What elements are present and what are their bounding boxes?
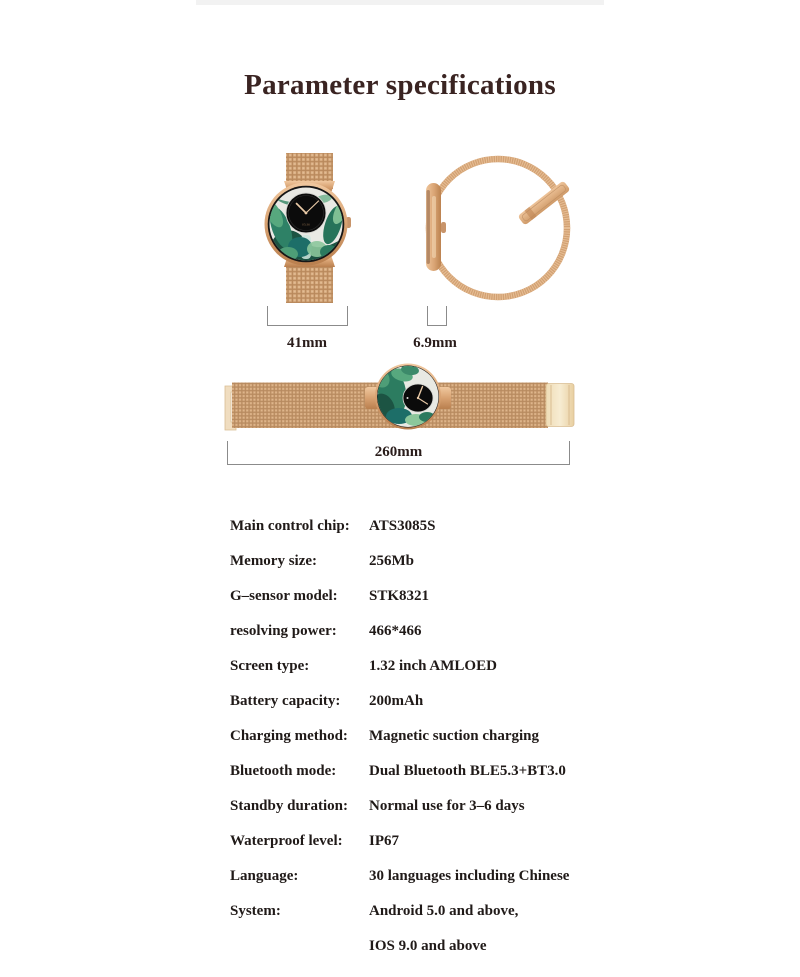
watch-side-image: [420, 152, 572, 304]
spec-value-line2: IOS 9.0 and above: [369, 938, 487, 954]
spec-value-line1: Android 5.0 and above,: [369, 903, 519, 919]
spec-value: IP67: [369, 833, 399, 849]
spec-row: [230, 588, 590, 623]
spec-label: Memory size:: [230, 553, 318, 569]
case-width-bracket: [267, 306, 348, 326]
band-right-clasp: [546, 384, 574, 427]
side-band-loop: [429, 159, 567, 297]
spec-value: Normal use for 3–6 days: [369, 798, 525, 814]
previous-section-edge: [196, 0, 604, 5]
spec-value: ATS3085S: [369, 518, 436, 534]
spec-value: Dual Bluetooth BLE5.3+BT3.0: [369, 763, 566, 779]
spec-label: System:: [230, 903, 281, 919]
spec-row: [230, 798, 590, 833]
spec-label: Bluetooth mode:: [230, 763, 337, 779]
thickness-bracket: [427, 306, 447, 326]
svg-text:05:36: 05:36: [302, 222, 310, 227]
spec-value: 466*466: [369, 623, 422, 639]
spec-row: [230, 658, 590, 693]
spec-table: [230, 518, 590, 954]
side-case: [426, 183, 446, 271]
spec-row: [230, 623, 590, 658]
spec-label: Language:: [230, 868, 299, 884]
spec-label: Main control chip:: [230, 518, 350, 534]
spec-row: [230, 763, 590, 798]
band-dial: [403, 384, 433, 412]
spec-label: Battery capacity:: [230, 693, 341, 709]
spec-value: STK8321: [369, 588, 430, 604]
spec-row: [230, 903, 590, 954]
watch-front-image: [253, 153, 359, 303]
case-width-label: 41mm: [287, 335, 327, 351]
spec-value: Magnetic suction charging: [369, 728, 539, 744]
spec-row: [230, 553, 590, 588]
spec-label: Waterproof level:: [230, 833, 343, 849]
spec-value: 256Mb: [369, 553, 414, 569]
front-dial: [286, 193, 326, 233]
spec-label: Standby duration:: [230, 798, 348, 814]
spec-value: 200mAh: [369, 693, 424, 709]
spec-value: 1.32 inch AMLOED: [369, 658, 497, 674]
spec-value: [369, 903, 519, 954]
spec-label: G–sensor model:: [230, 588, 338, 604]
spec-row: [230, 693, 590, 728]
watch-band-image: [224, 362, 576, 434]
spec-label: Screen type:: [230, 658, 310, 674]
spec-label: resolving power:: [230, 623, 337, 639]
spec-row: [230, 728, 590, 763]
spec-value: 30 languages including Chinese: [369, 868, 570, 884]
page-title: Parameter specifications: [244, 69, 556, 101]
thickness-label: 6.9mm: [413, 335, 457, 351]
band-length-label: 260mm: [374, 444, 423, 460]
spec-row: [230, 833, 590, 868]
spec-label: Charging method:: [230, 728, 348, 744]
spec-row: [230, 868, 590, 903]
spec-row: [230, 518, 590, 553]
front-strap-bottom: [286, 261, 333, 303]
